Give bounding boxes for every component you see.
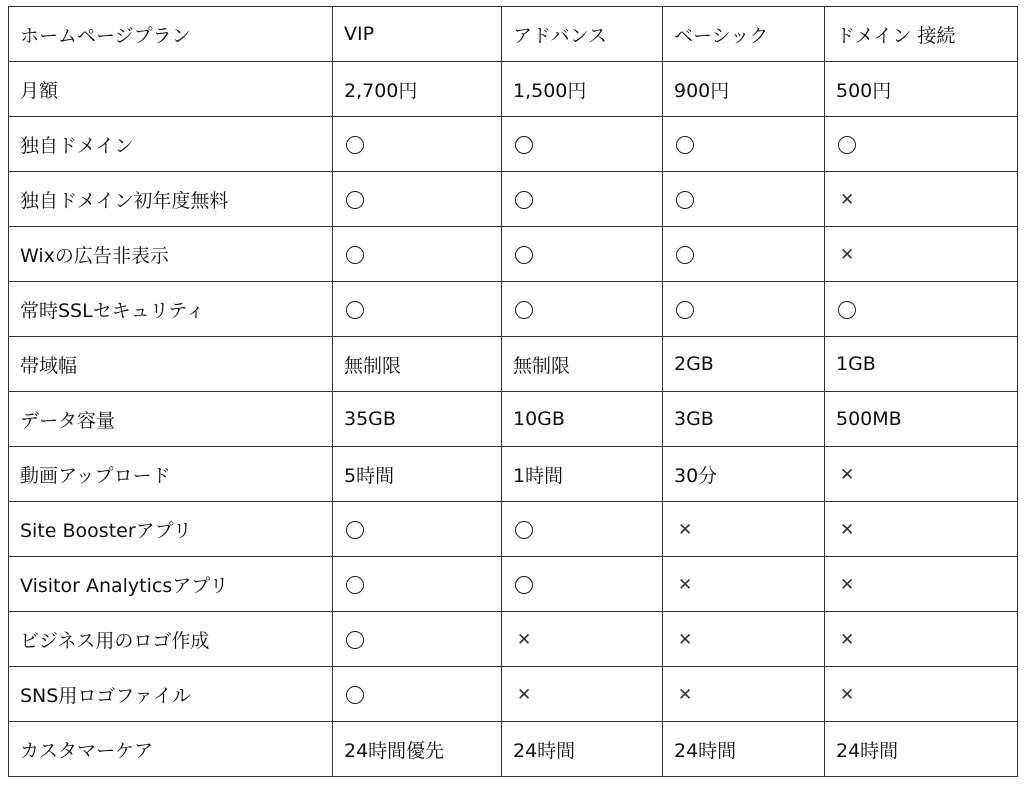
table-cell [825, 282, 1018, 337]
table-row [9, 392, 1018, 447]
table-cell [502, 667, 663, 722]
table-cell-value: 2,700円 [333, 62, 502, 117]
table-cell [663, 172, 825, 227]
header-cell-label: ホームページプラン [9, 7, 333, 62]
table-cell-value: 24時間 [502, 722, 663, 777]
cross-icon: ✕ [840, 684, 855, 705]
table-cell-value: 無制限 [502, 337, 663, 392]
circle-icon [346, 576, 364, 594]
table-cell [825, 502, 1018, 557]
circle-icon [346, 631, 364, 649]
cross-icon: ✕ [840, 244, 855, 265]
table-cell [333, 612, 502, 667]
circle-icon [838, 136, 856, 154]
table-cell [333, 172, 502, 227]
table-row [9, 227, 1018, 282]
table-body [9, 62, 1018, 777]
feature-label: 常時SSLセキュリティ [9, 282, 333, 337]
feature-label: Site Boosterアプリ [9, 502, 333, 557]
table-cell [663, 612, 825, 667]
cross-icon: ✕ [840, 189, 855, 210]
cross-icon: ✕ [678, 519, 693, 540]
header-cell-advance: アドバンス [502, 7, 663, 62]
circle-icon [515, 576, 533, 594]
table-row [9, 722, 1018, 777]
table-row [9, 282, 1018, 337]
table-cell-value: 35GB [333, 392, 502, 447]
table-cell [825, 227, 1018, 282]
header-cell-basic: ベーシック [663, 7, 825, 62]
table-cell [825, 667, 1018, 722]
cross-icon: ✕ [678, 629, 693, 650]
table-cell [502, 172, 663, 227]
table-cell-value: 30分 [663, 447, 825, 502]
table-cell [663, 227, 825, 282]
circle-icon [515, 246, 533, 264]
feature-label: Wixの広告非表示 [9, 227, 333, 282]
table-cell-value: 3GB [663, 392, 825, 447]
circle-icon [676, 301, 694, 319]
table-cell [333, 557, 502, 612]
table-cell-value: 24時間優先 [333, 722, 502, 777]
table-row [9, 337, 1018, 392]
table-cell [502, 227, 663, 282]
table-cell [333, 282, 502, 337]
cross-icon: ✕ [840, 519, 855, 540]
table-cell [825, 557, 1018, 612]
table-cell [663, 502, 825, 557]
feature-label: データ容量 [9, 392, 333, 447]
circle-icon [515, 521, 533, 539]
header-cell-vip: VIP [333, 7, 502, 62]
table-row [9, 172, 1018, 227]
circle-icon [346, 136, 364, 154]
feature-label: 帯域幅 [9, 337, 333, 392]
table-row [9, 447, 1018, 502]
table-cell [825, 612, 1018, 667]
table-cell-value: 500円 [825, 62, 1018, 117]
circle-icon [676, 191, 694, 209]
feature-label: 独自ドメイン初年度無料 [9, 172, 333, 227]
feature-label: 月額 [9, 62, 333, 117]
table-row [9, 667, 1018, 722]
cross-icon: ✕ [517, 684, 532, 705]
circle-icon [676, 246, 694, 264]
table-row [9, 612, 1018, 667]
circle-icon [346, 686, 364, 704]
plan-comparison-table [8, 6, 1018, 777]
table-row [9, 62, 1018, 117]
circle-icon [346, 521, 364, 539]
table-cell [663, 667, 825, 722]
circle-icon [515, 301, 533, 319]
feature-label: 独自ドメイン [9, 117, 333, 172]
feature-label: 動画アップロード [9, 447, 333, 502]
cross-icon: ✕ [840, 464, 855, 485]
table-cell [825, 447, 1018, 502]
circle-icon [346, 191, 364, 209]
table-cell [333, 227, 502, 282]
circle-icon [515, 136, 533, 154]
header-cell-domain: ドメイン 接続 [825, 7, 1018, 62]
table-cell-value: 900円 [663, 62, 825, 117]
table-cell [663, 557, 825, 612]
cross-icon: ✕ [678, 574, 693, 595]
table-row [9, 117, 1018, 172]
table-cell [502, 502, 663, 557]
feature-label: カスタマーケア [9, 722, 333, 777]
cross-icon: ✕ [840, 574, 855, 595]
table-cell-value: 5時間 [333, 447, 502, 502]
circle-icon [346, 301, 364, 319]
table-cell-value: 500MB [825, 392, 1018, 447]
table-cell [663, 117, 825, 172]
table-cell-value: 24時間 [663, 722, 825, 777]
table-cell-value: 無制限 [333, 337, 502, 392]
table-cell-value: 1,500円 [502, 62, 663, 117]
table-cell [502, 612, 663, 667]
table-cell [825, 172, 1018, 227]
feature-label: SNS用ロゴファイル [9, 667, 333, 722]
table-cell [502, 117, 663, 172]
table-cell [333, 502, 502, 557]
table-cell [663, 282, 825, 337]
circle-icon [515, 191, 533, 209]
cross-icon: ✕ [840, 629, 855, 650]
table-cell-value: 24時間 [825, 722, 1018, 777]
table-row [9, 502, 1018, 557]
table-header-row [9, 7, 1018, 62]
circle-icon [838, 301, 856, 319]
table-cell [333, 667, 502, 722]
feature-label: ビジネス用のロゴ作成 [9, 612, 333, 667]
cross-icon: ✕ [517, 629, 532, 650]
table-cell [502, 557, 663, 612]
table-cell [825, 117, 1018, 172]
circle-icon [346, 246, 364, 264]
table-row [9, 557, 1018, 612]
table-cell [502, 282, 663, 337]
cross-icon: ✕ [678, 684, 693, 705]
table-cell-value: 10GB [502, 392, 663, 447]
circle-icon [676, 136, 694, 154]
table-cell [333, 117, 502, 172]
table-cell-value: 1GB [825, 337, 1018, 392]
table-cell-value: 1時間 [502, 447, 663, 502]
table-cell-value: 2GB [663, 337, 825, 392]
feature-label: Visitor Analyticsアプリ [9, 557, 333, 612]
